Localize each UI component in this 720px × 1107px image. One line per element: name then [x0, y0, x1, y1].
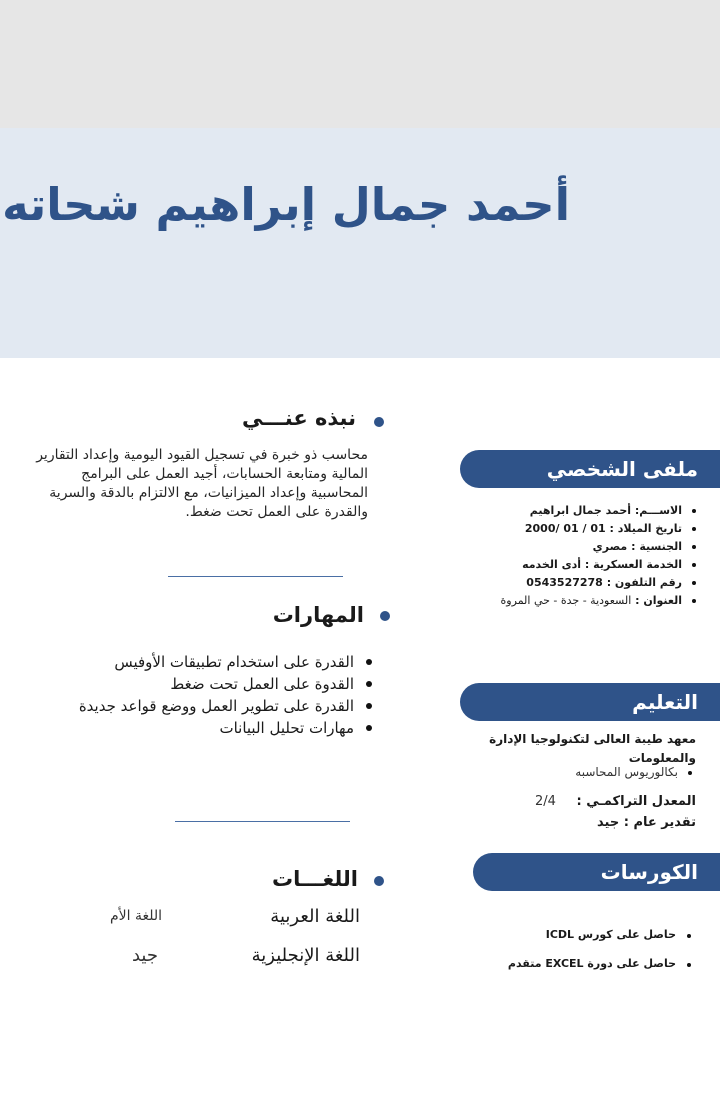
courses-title: الكورسات [600, 860, 698, 884]
info-value: 01 / 01 /2000 [524, 522, 606, 535]
personal-info-item [460, 592, 700, 610]
personal-info-list [460, 502, 700, 610]
info-label: الجنسية : [631, 540, 682, 553]
info-label: تاريخ الميلاد : [609, 522, 682, 535]
divider [175, 821, 350, 822]
info-value: السعودية - جدة - حي المروة [500, 594, 632, 607]
about-bullet-icon [374, 417, 384, 427]
info-value: 0543527278 [526, 576, 603, 589]
education-header [460, 683, 720, 721]
info-value: أدى الخدمه [522, 558, 582, 571]
personal-info-item [460, 556, 700, 574]
education-degree-list [496, 765, 696, 779]
gpa-value: 2/4 [535, 794, 556, 809]
info-label: الاســـم: [634, 504, 682, 517]
language-level: اللغة الأم [109, 908, 162, 924]
skill-item: القدرة على استخدام تطبيقات الأوفيس [40, 651, 380, 673]
languages-title: اللغـــات [271, 867, 358, 891]
divider [168, 576, 343, 577]
header-band [0, 128, 720, 358]
about-title: نبذه عنـــي [242, 406, 356, 430]
grade-label: تقدير عام : جيد [597, 815, 696, 830]
personal-info-item [460, 502, 700, 520]
skill-item: مهارات تحليل البيانات [40, 717, 380, 739]
skills-list [40, 651, 380, 739]
info-value: أحمد جمال ابراهيم [529, 504, 632, 517]
courses-header [473, 853, 720, 891]
personal-title: ملفى الشخصي [546, 457, 698, 481]
skills-title: المهارات [272, 603, 364, 627]
personal-header [460, 450, 720, 488]
skills-bullet-icon [380, 611, 390, 621]
full-name: أحمد جمال إبراهيم شحاته [2, 178, 570, 231]
info-label: الخدمة العسكرية : [584, 558, 682, 571]
skill-item: القدوة على العمل تحت ضغط [40, 673, 380, 695]
info-value: مصري [592, 540, 628, 553]
course-item: حاصل على كورس ICDL [456, 928, 696, 941]
course-item: حاصل على دورة EXCEL متقدم [456, 957, 696, 970]
education-degree: بكالوريوس المحاسبه [496, 765, 696, 779]
personal-info-item [460, 574, 700, 592]
courses-list [456, 928, 696, 986]
gpa-label: المعدل التراكمـي : [576, 794, 696, 809]
about-text: محاسب ذو خبرة في تسجيل القيود اليومية وإعداد التقارير المالية ومتابعة الحسابات، أجيد العمل على البرامج المحاسبية وإعداد الميزانيات، مع الالتزام بالدقة والسرية والقدرة على العمل تحت ضغط. [36, 447, 368, 520]
info-label: العنوان : [635, 594, 682, 607]
language-name: اللغة العربية [270, 906, 360, 927]
education-title: التعليم [632, 690, 698, 714]
top-band [0, 0, 720, 128]
personal-info-item [460, 538, 700, 556]
language-level: جيد [131, 945, 158, 966]
skill-item: القدرة على تطوير العمل ووضع قواعد جديدة [40, 695, 380, 717]
education-institution: معهد طيبة العالى لتكنولوجيا الإدارة والمعلومات [489, 732, 696, 765]
info-label: رقم التلفون : [606, 576, 682, 589]
languages-bullet-icon [374, 876, 384, 886]
personal-info-item [460, 520, 700, 538]
language-name: اللغة الإنجليزية [251, 945, 360, 966]
